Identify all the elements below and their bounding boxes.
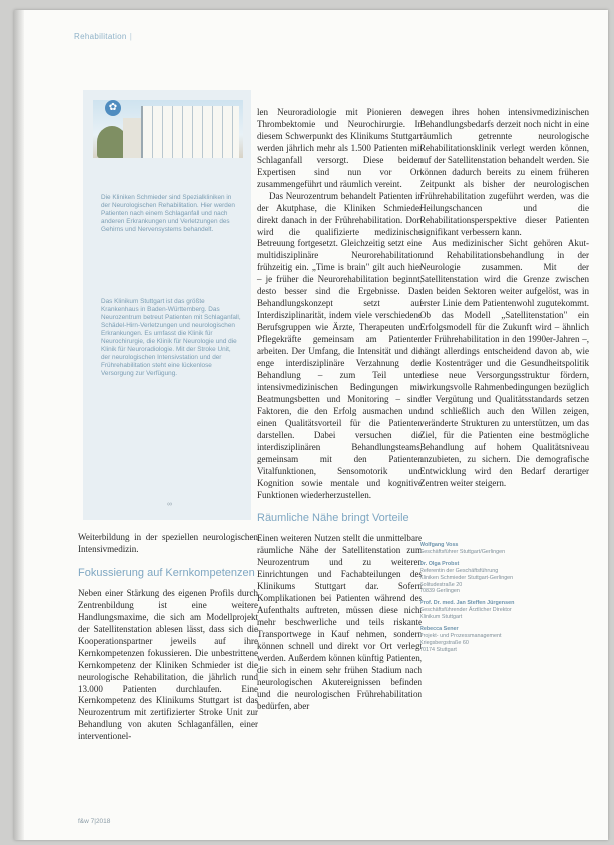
paragraph: Weiterbildung in der speziellen neurologischen Intensivmedizin. — [78, 532, 258, 554]
author-detail: Kriegsbergstraße 60 — [420, 639, 469, 646]
sidebar-text-klinikum-stuttgart: Das Klinikum Stuttgart ist das größte Krankenhaus in Baden-Württemberg. Das Neurozentrum betreut Patienten mit Schlaganfall, Schädel-Hirn-Verletzungen und neurologischen Erkrankungen. Es umfasst die Klinik für Neurochirurgie, die Klinik für Neurologie und die Klinik für Neuroradiologie. Mit der Stroke Unit, der neurologischen Intensivstation und der Frührehabilitation steht eine lückenlose Versorgung zur Verfügung. — [101, 298, 241, 377]
paragraph: Das Neurozentrum behandelt Patienten in der Akutphase, die Kliniken Schmieder direkt danach in der Frührehabilitation. Dort wird die qualifizierte medizinische Betreuung fortgesetzt. Gleichzeitig setzt eine multidisziplinäre Neurorehabilitation frühzeitig ein. „Time is brain" gilt auch hier – je früher die Neurorehabilitation beginnt, desto besser sind die Ergebnisse. Das Behandlungskonzept setzt auf Interdisziplinarität, indem viele verschiedene Berufsgruppen wie Ärzte, Therapeuten und Pflegekräfte gemeinsam am Patienten arbeiten. Der Umfang, die Intensität und die enge interdisziplinäre Verzahnung der Behandlung – zum Teil unter intensivmedizinischen Bedingungen mit Beatmungsbetten und Monitoring – sind Faktoren, die den Erfolg ausmachen und einen Qualitätsvorteil für die Patienten darstellen. Dabei versuchen die interdisziplinären Behandlungsteams, gemeinsam mit den Patienten Vitalfunktionen, Sensomotorik und Kognition sowie mentale und kognitive Funktionen wiederherzustellen. — [257, 190, 422, 500]
author-detail: Kliniken Schmieder Stuttgart-Gerlingen — [420, 574, 514, 581]
text-column-3 — [420, 107, 589, 490]
sidebar-text-kliniken-schmieder: Die Kliniken Schmieder sind Spezialkliniken in der Neurologischen Rehabilitation. Hier werden Patienten nach einem Schlaganfall und nach anderen Erkrankungen und Verletzungen des Gehirns und Nervensystems behandelt. — [101, 194, 235, 233]
page-binding-shadow — [14, 10, 24, 840]
flower-badge-icon: ✿ — [105, 100, 121, 116]
sidebar-end-mark: ∞ — [167, 501, 172, 508]
text-column-1 — [78, 532, 258, 743]
author-detail: 70839 Gerlingen — [420, 588, 460, 595]
author-name: Rebecca Sener — [420, 626, 459, 633]
author-name: Dr. Olga Probst — [420, 560, 460, 567]
author-entry — [420, 542, 585, 556]
author-detail: 70174 Stuttgart — [420, 646, 457, 653]
author-detail: Geschäftsführer Stuttgart/Gerlingen — [420, 548, 506, 555]
paragraph: Aus medizinischer Sicht gehören Akut- und Rehabilitationsbehandlung in der Neurologie zusammen. Mit der Satellitenstation wird die Grenze zwischen den beiden Sektoren weiter aufgelöst, was in erster Linie dem Patientenwohl zugutekommt. Ob das Modell „Satellitenstation" ein Erfolgsmodell für die Zukunft wird – ähnlich der Frührehabilitation in den 1990er-Jahren –, hängt allerdings entscheidend davon ab, wie die Kostenträger und die Gesundheitspolitik diese neue Versorgungsstruktur fördern, wirkungsvolle Rahmenbedingungen bezüglich der Vergütung und Qualitätsstandards setzen und schließlich auch den Willen zeigen, veränderte Strukturen zu unterstützen, um das Ziel, für die Patienten eine bestmögliche Behandlung auf hohem Qualitätsniveau anzubieten, zu sichern. Die demografische Entwicklung wird den Bedarf derartiger Zentren weiter steigern. — [420, 238, 589, 488]
section-heading: Fokussierung auf Kernkompetenzen — [78, 566, 255, 579]
section-heading: Räumliche Nähe bringt Vorteile — [257, 512, 409, 525]
paragraph: Neben einer Stärkung des eigenen Profils durch Zentrenbildung ist eine weitere Handlungsmaxime, die sich am Modellprojekt der Satellitenstation ablesen lässt, dass sich die Kooperationspartner jeweils auf ihre Kernkompetenzen fokussieren. Die unbestrittene Kernkompetenz der Kliniken Schmieder ist die neurologische Rehabilitation, die jährlich rund 13.000 Patienten durchlaufen. Eine Kernkompetenz des Klinikums Stuttgart ist das Neurozentrum mit zertifizierter Stroke Unit zur Behandlung von akuten Schlaganfällen, einer interventionel- — [78, 587, 258, 742]
author-contacts — [420, 542, 585, 659]
author-name: Prof. Dr. med. Jan Steffen Jürgensen — [420, 600, 515, 607]
text-column-2 — [257, 107, 422, 713]
author-detail: Projekt- und Prozessmanagement — [420, 632, 502, 639]
photo-building — [141, 106, 239, 158]
author-name: Wolfgang Voss — [420, 542, 459, 548]
info-sidebar — [83, 90, 251, 520]
running-head — [74, 32, 135, 41]
paragraph: wegen ihres hohen intensivmedizinischen Behandlungsbedarfs derzeit noch nicht in eine räumlich getrennte neurologische Rehabilitationsklinik verlegt werden können, auf der Satellitenstation behandelt werden. Sie können dadurch bereits zu einem früheren Zeitpunkt als bisher der neurologischen Frührehabilitation zugeführt werden, was die Heilungschancen und die Rehabilitationsperspektive dieser Patienten signifikant verbessern kann. — [420, 107, 589, 237]
document-page — [14, 10, 608, 840]
author-detail: Referentin der Geschäftsführung — [420, 567, 499, 574]
author-entry — [420, 561, 585, 596]
page-footer: f&w 7|2018 — [78, 818, 111, 825]
author-entry — [420, 626, 585, 654]
paragraph: len Neuroradiologie mit Pionieren der Thrombektomie und Neurochirurgie. In diesem Schwerpunkt des Klinikums Stuttgart werden jährlich mehr als 1.500 Patienten mit Schlaganfall versorgt. Diese beiden Expertisen sind nun vor Ort zusammengeführt und räumlich vereint. — [257, 107, 422, 189]
author-entry — [420, 600, 585, 621]
author-detail: Geschäftsführender Ärztlicher Direktor — [420, 607, 512, 614]
author-detail: Klinikum Stuttgart — [420, 614, 463, 621]
running-head-separator: | — [129, 32, 133, 41]
paragraph: Einen weiteren Nutzen stellt die unmittelbare räumliche Nähe der Satellitenstation zum Neurozentrum und zu weiteren Einrichtungen und Fachabteilungen des Klinikums Stuttgart dar. Sofern Komplikationen bei Patienten während des Aufenthalts auftreten, müssen diese nicht mehr beschwerliche und teils riskante Transportwege in Kauf nehmen, sondern können schnell und direkt vor Ort verlegt werden. Außerdem können künftig Patienten, die sich in einem sehr frühen Stadium nach neurologischen Akutereignissen befinden und die neurologischen Frührehabilitation bedürfen, aber — [257, 533, 422, 711]
running-head-section: Rehabilitation — [74, 32, 127, 41]
author-detail: Solitudestraße 20 — [420, 581, 463, 588]
